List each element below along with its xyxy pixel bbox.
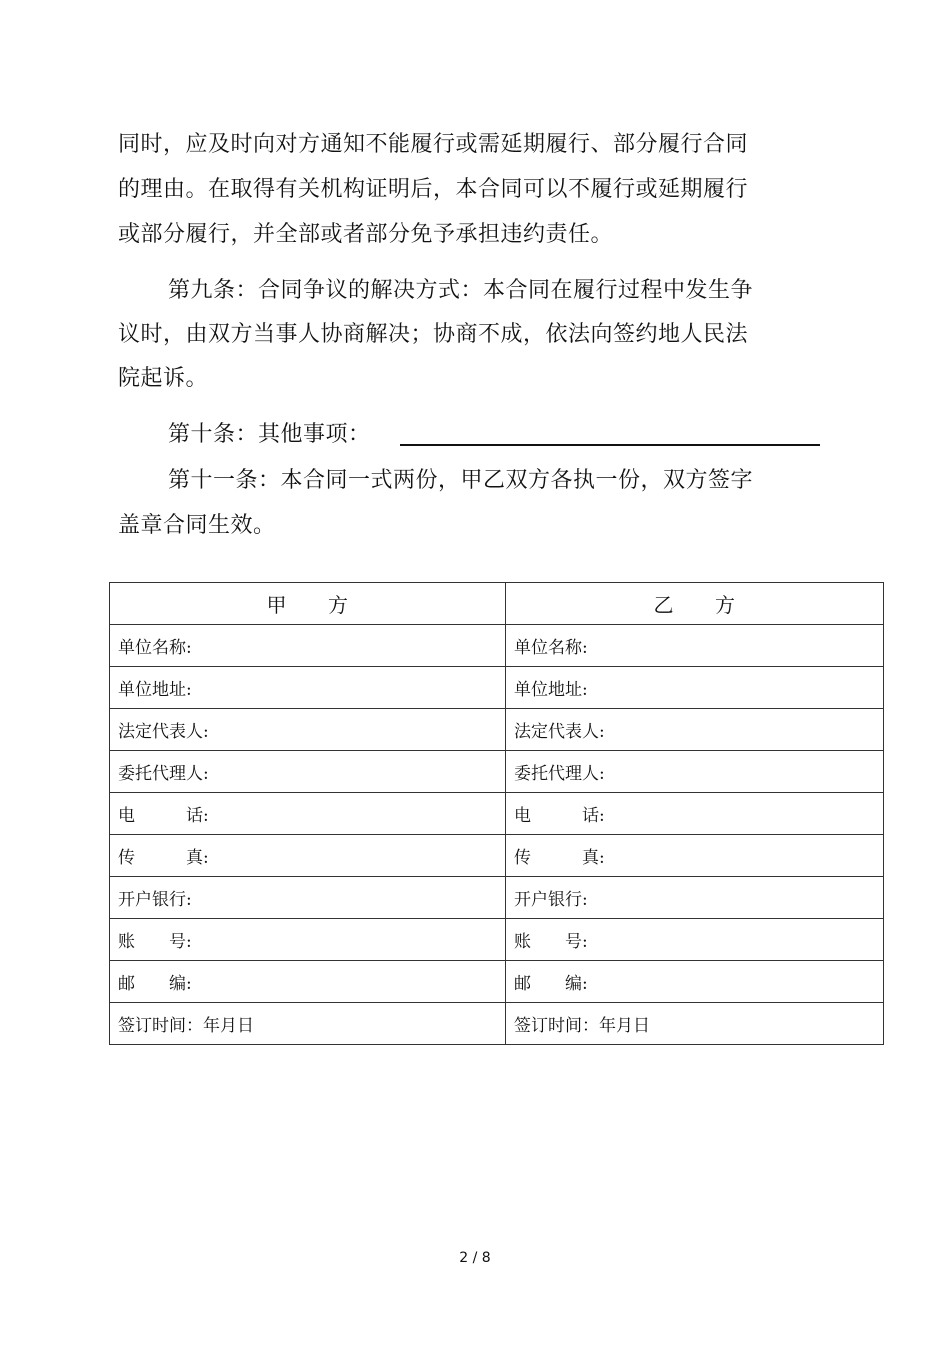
article-11-line: 第十一条：本合同一式两份，甲乙双方各执一份，双方签字 xyxy=(168,468,754,493)
table-row xyxy=(110,793,884,835)
table-row xyxy=(110,625,884,667)
party-a-field: 开户银行: xyxy=(110,877,506,919)
table-row xyxy=(110,751,884,793)
paragraph-line: 的理由。在取得有关机构证明后，本合同可以不履行或延期履行 xyxy=(118,177,749,202)
party-b-field: 法定代表人: xyxy=(506,709,884,751)
article-9-line: 议时，由双方当事人协商解决；协商不成，依法向签约地人民法 xyxy=(118,322,749,347)
party-a-field: 签订时间：年月日 xyxy=(110,1003,506,1045)
party-b-field: 电 话: xyxy=(506,793,884,835)
party-a-field: 邮 编: xyxy=(110,961,506,1003)
article-9-line: 第九条：合同争议的解决方式：本合同在履行过程中发生争 xyxy=(168,278,754,303)
party-a-field: 传 真: xyxy=(110,835,506,877)
party-b-field: 单位地址: xyxy=(506,667,884,709)
party-b-field: 邮 编: xyxy=(506,961,884,1003)
paragraph-line: 同时，应及时向对方通知不能履行或需延期履行、部分履行合同 xyxy=(118,132,749,157)
page-number: 2 / 8 xyxy=(459,1250,491,1266)
party-b-field: 签订时间：年月日 xyxy=(506,1003,884,1045)
table-row xyxy=(110,667,884,709)
party-b-field: 委托代理人: xyxy=(506,751,884,793)
party-a-field: 委托代理人: xyxy=(110,751,506,793)
party-a-field: 单位名称: xyxy=(110,625,506,667)
party-b-header: 乙 方 xyxy=(506,583,884,625)
paragraph-line: 或部分履行，并全部或者部分免予承担违约责任。 xyxy=(118,222,614,247)
table-row xyxy=(110,1003,884,1045)
party-b-field: 单位名称: xyxy=(506,625,884,667)
article-9-line: 院起诉。 xyxy=(118,366,209,391)
party-a-field: 法定代表人: xyxy=(110,709,506,751)
party-b-field: 开户银行: xyxy=(506,877,884,919)
table-row xyxy=(110,877,884,919)
article-11-line: 盖章合同生效。 xyxy=(118,513,276,538)
party-a-header: 甲 方 xyxy=(110,583,506,625)
party-a-field: 账 号: xyxy=(110,919,506,961)
table-row xyxy=(110,709,884,751)
table-header-row xyxy=(110,583,884,625)
party-a-field: 电 话: xyxy=(110,793,506,835)
party-b-field: 账 号: xyxy=(506,919,884,961)
party-a-field: 单位地址: xyxy=(110,667,506,709)
table-row xyxy=(110,835,884,877)
fill-in-blank-line xyxy=(400,444,820,446)
table-row xyxy=(110,919,884,961)
signature-table xyxy=(109,582,884,1045)
article-10-line: 第十条：其他事项： xyxy=(168,422,371,447)
party-b-field: 传 真: xyxy=(506,835,884,877)
table-row xyxy=(110,961,884,1003)
